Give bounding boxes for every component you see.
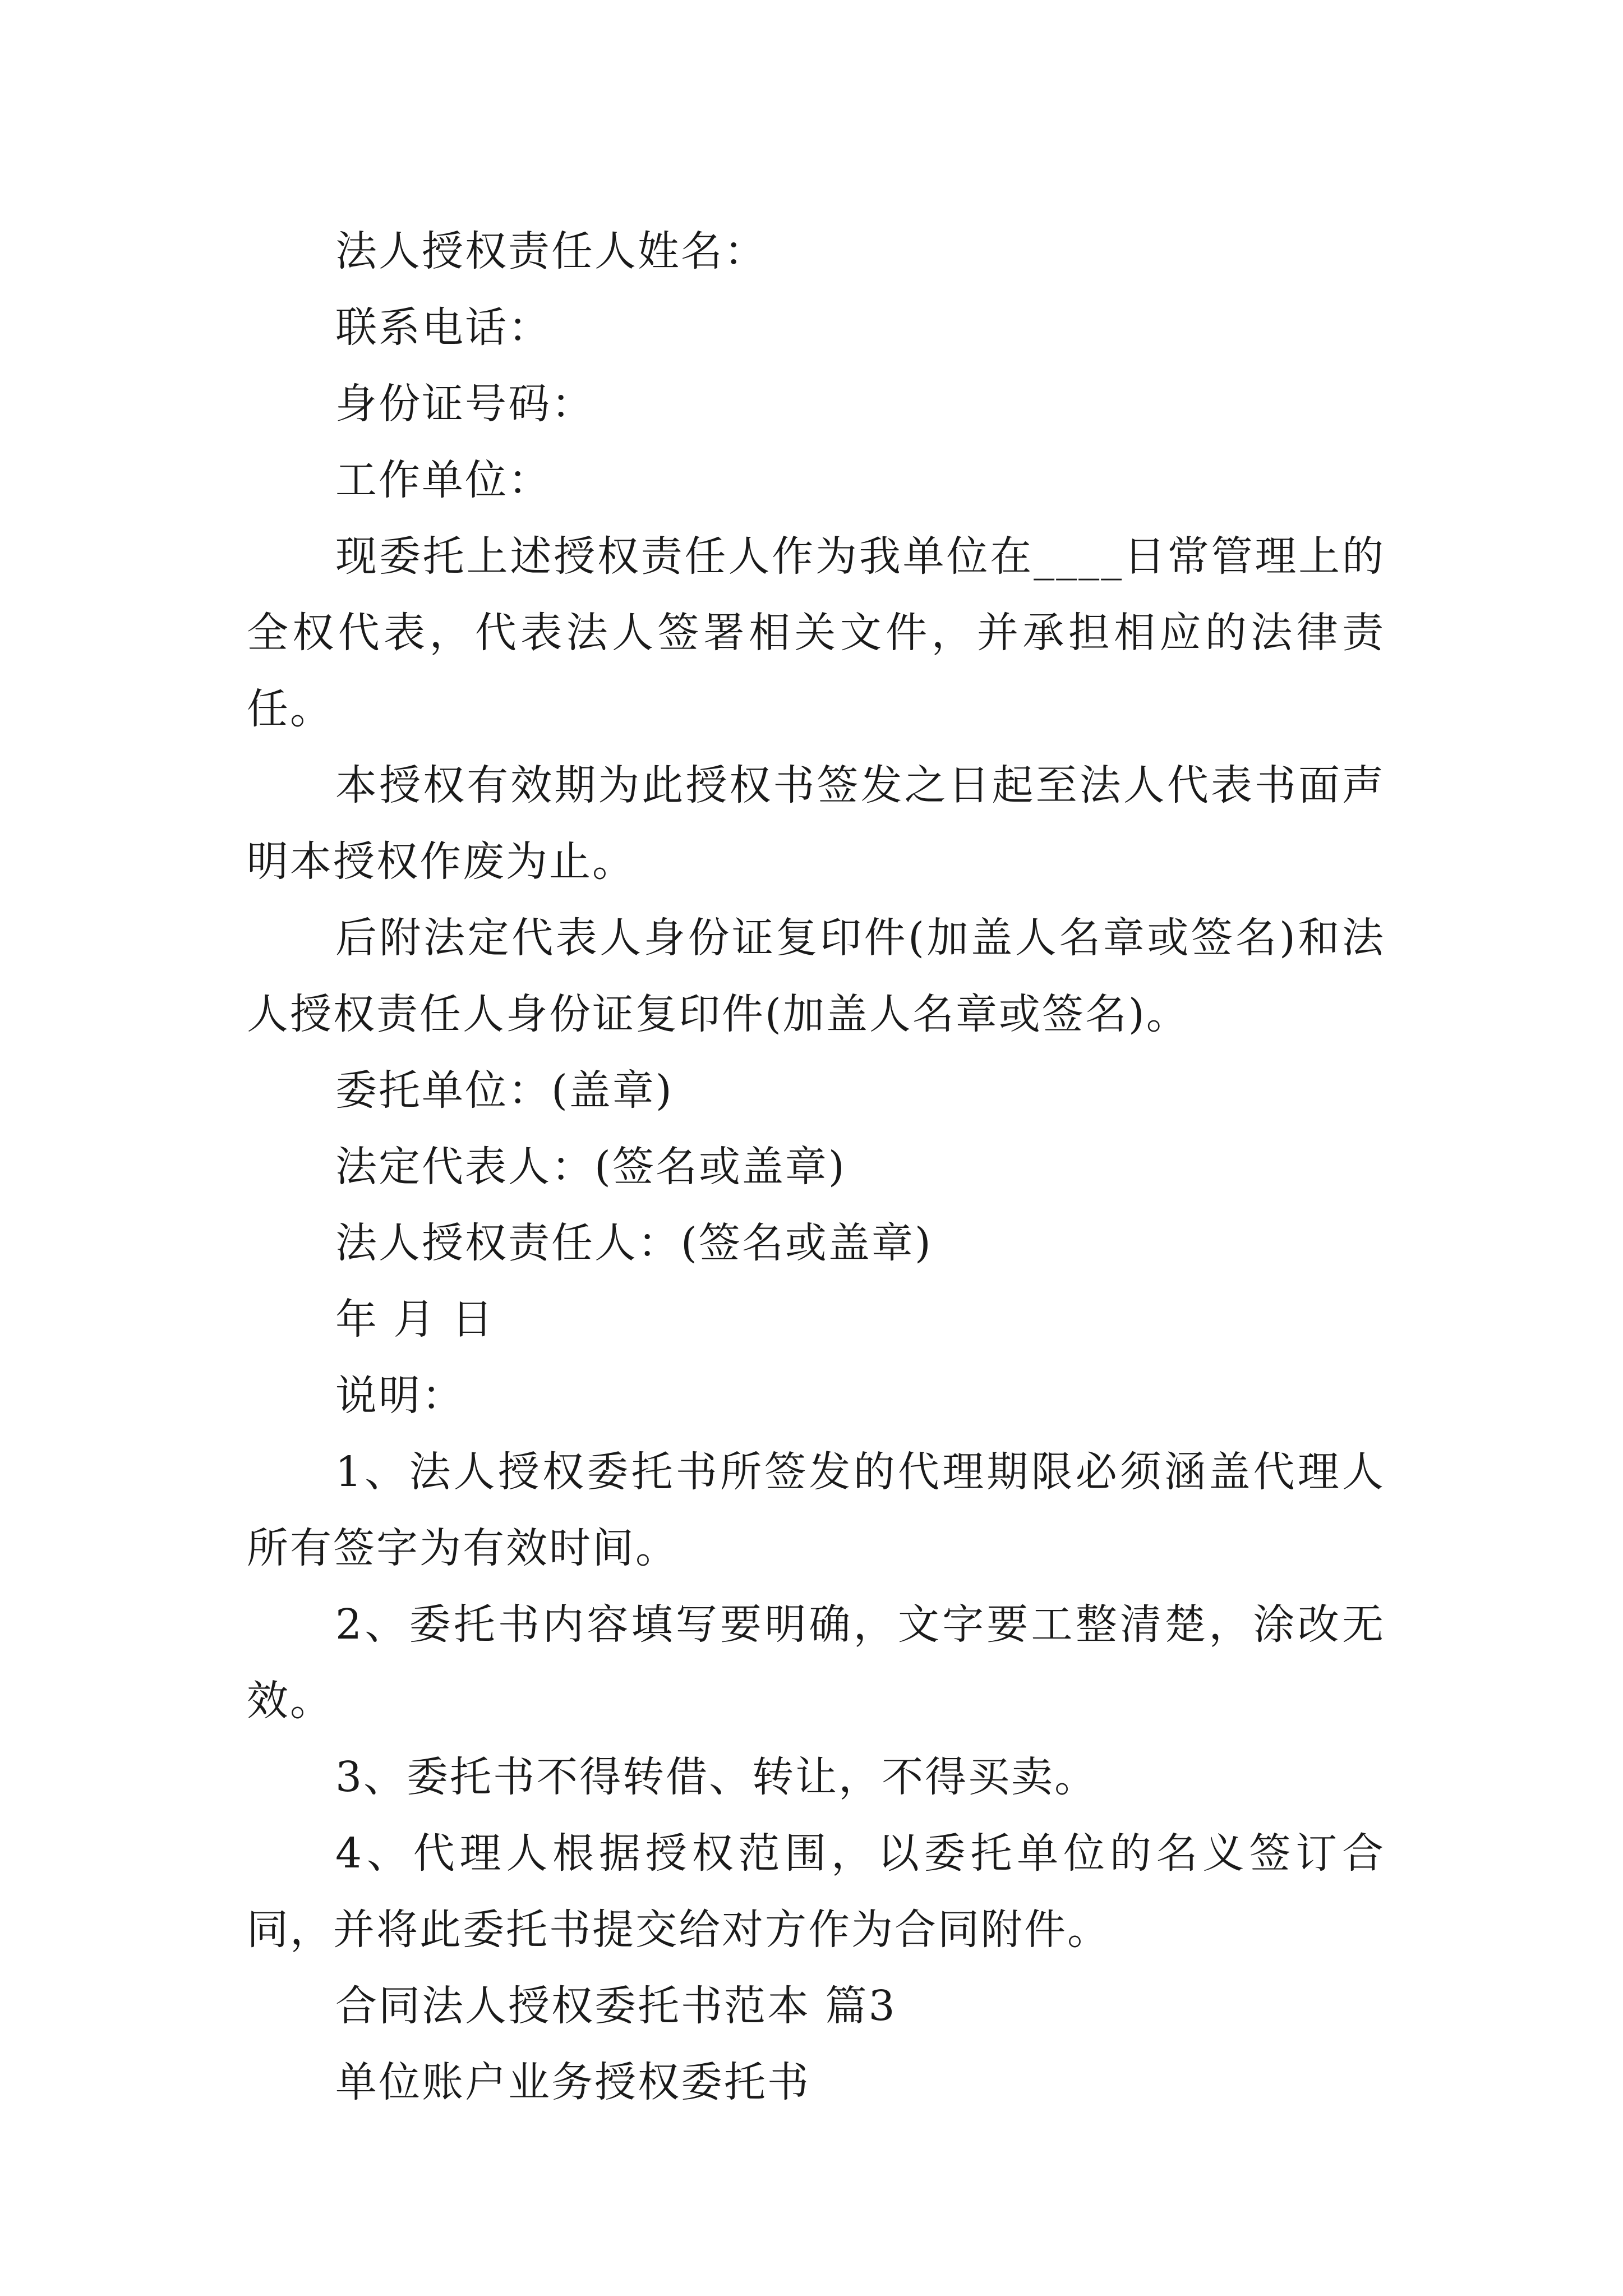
- note-item-4: 4、代理人根据授权范围，以委托单位的名义签订合同，并将此委托书提交给对方作为合同附件。: [247, 1829, 1385, 1954]
- authorized-person-line: 法人授权责任人：(签名或盖章): [335, 1219, 933, 1267]
- work-unit-line: 工作单位：: [335, 456, 551, 504]
- section-heading: 合同法人授权委托书范本 篇3: [335, 1982, 897, 2030]
- section-title: 单位账户业务授权委托书: [335, 2058, 810, 2106]
- principal-unit-line: 委托单位：(盖章): [335, 1066, 674, 1115]
- note-item-1: 1、法人授权委托书所签发的代理期限必须涵盖代理人所有签字为有效时间。: [247, 1448, 1385, 1572]
- responsible-person-name-line: 法人授权责任人姓名：: [335, 227, 767, 275]
- date-line: 年 月 日: [335, 1295, 495, 1343]
- note-item-3: 3、委托书不得转借、转让，不得买卖。: [335, 1753, 1098, 1801]
- note-item-2: 2、委托书内容填写要明确，文字要工整清楚，涂改无效。: [247, 1600, 1385, 1725]
- id-number-line: 身份证号码：: [335, 380, 594, 428]
- authorization-paragraph: 现委托上述授权责任人作为我单位在____日常管理上的全权代表，代表法人签署相关文件，并承担相应的法律责任。: [247, 532, 1385, 733]
- document-body: [247, 213, 1385, 2120]
- attachments-paragraph: 后附法定代表人身份证复印件(加盖人名章或签名)和法人授权责任人身份证复印件(加盖人名章或签名)。: [247, 914, 1385, 1038]
- legal-representative-line: 法定代表人：(签名或盖章): [335, 1143, 846, 1191]
- validity-paragraph: 本授权有效期为此授权书签发之日起至法人代表书面声明本授权作废为止。: [247, 761, 1385, 886]
- phone-line: 联系电话：: [335, 303, 551, 352]
- notes-heading: 说明：: [335, 1372, 465, 1420]
